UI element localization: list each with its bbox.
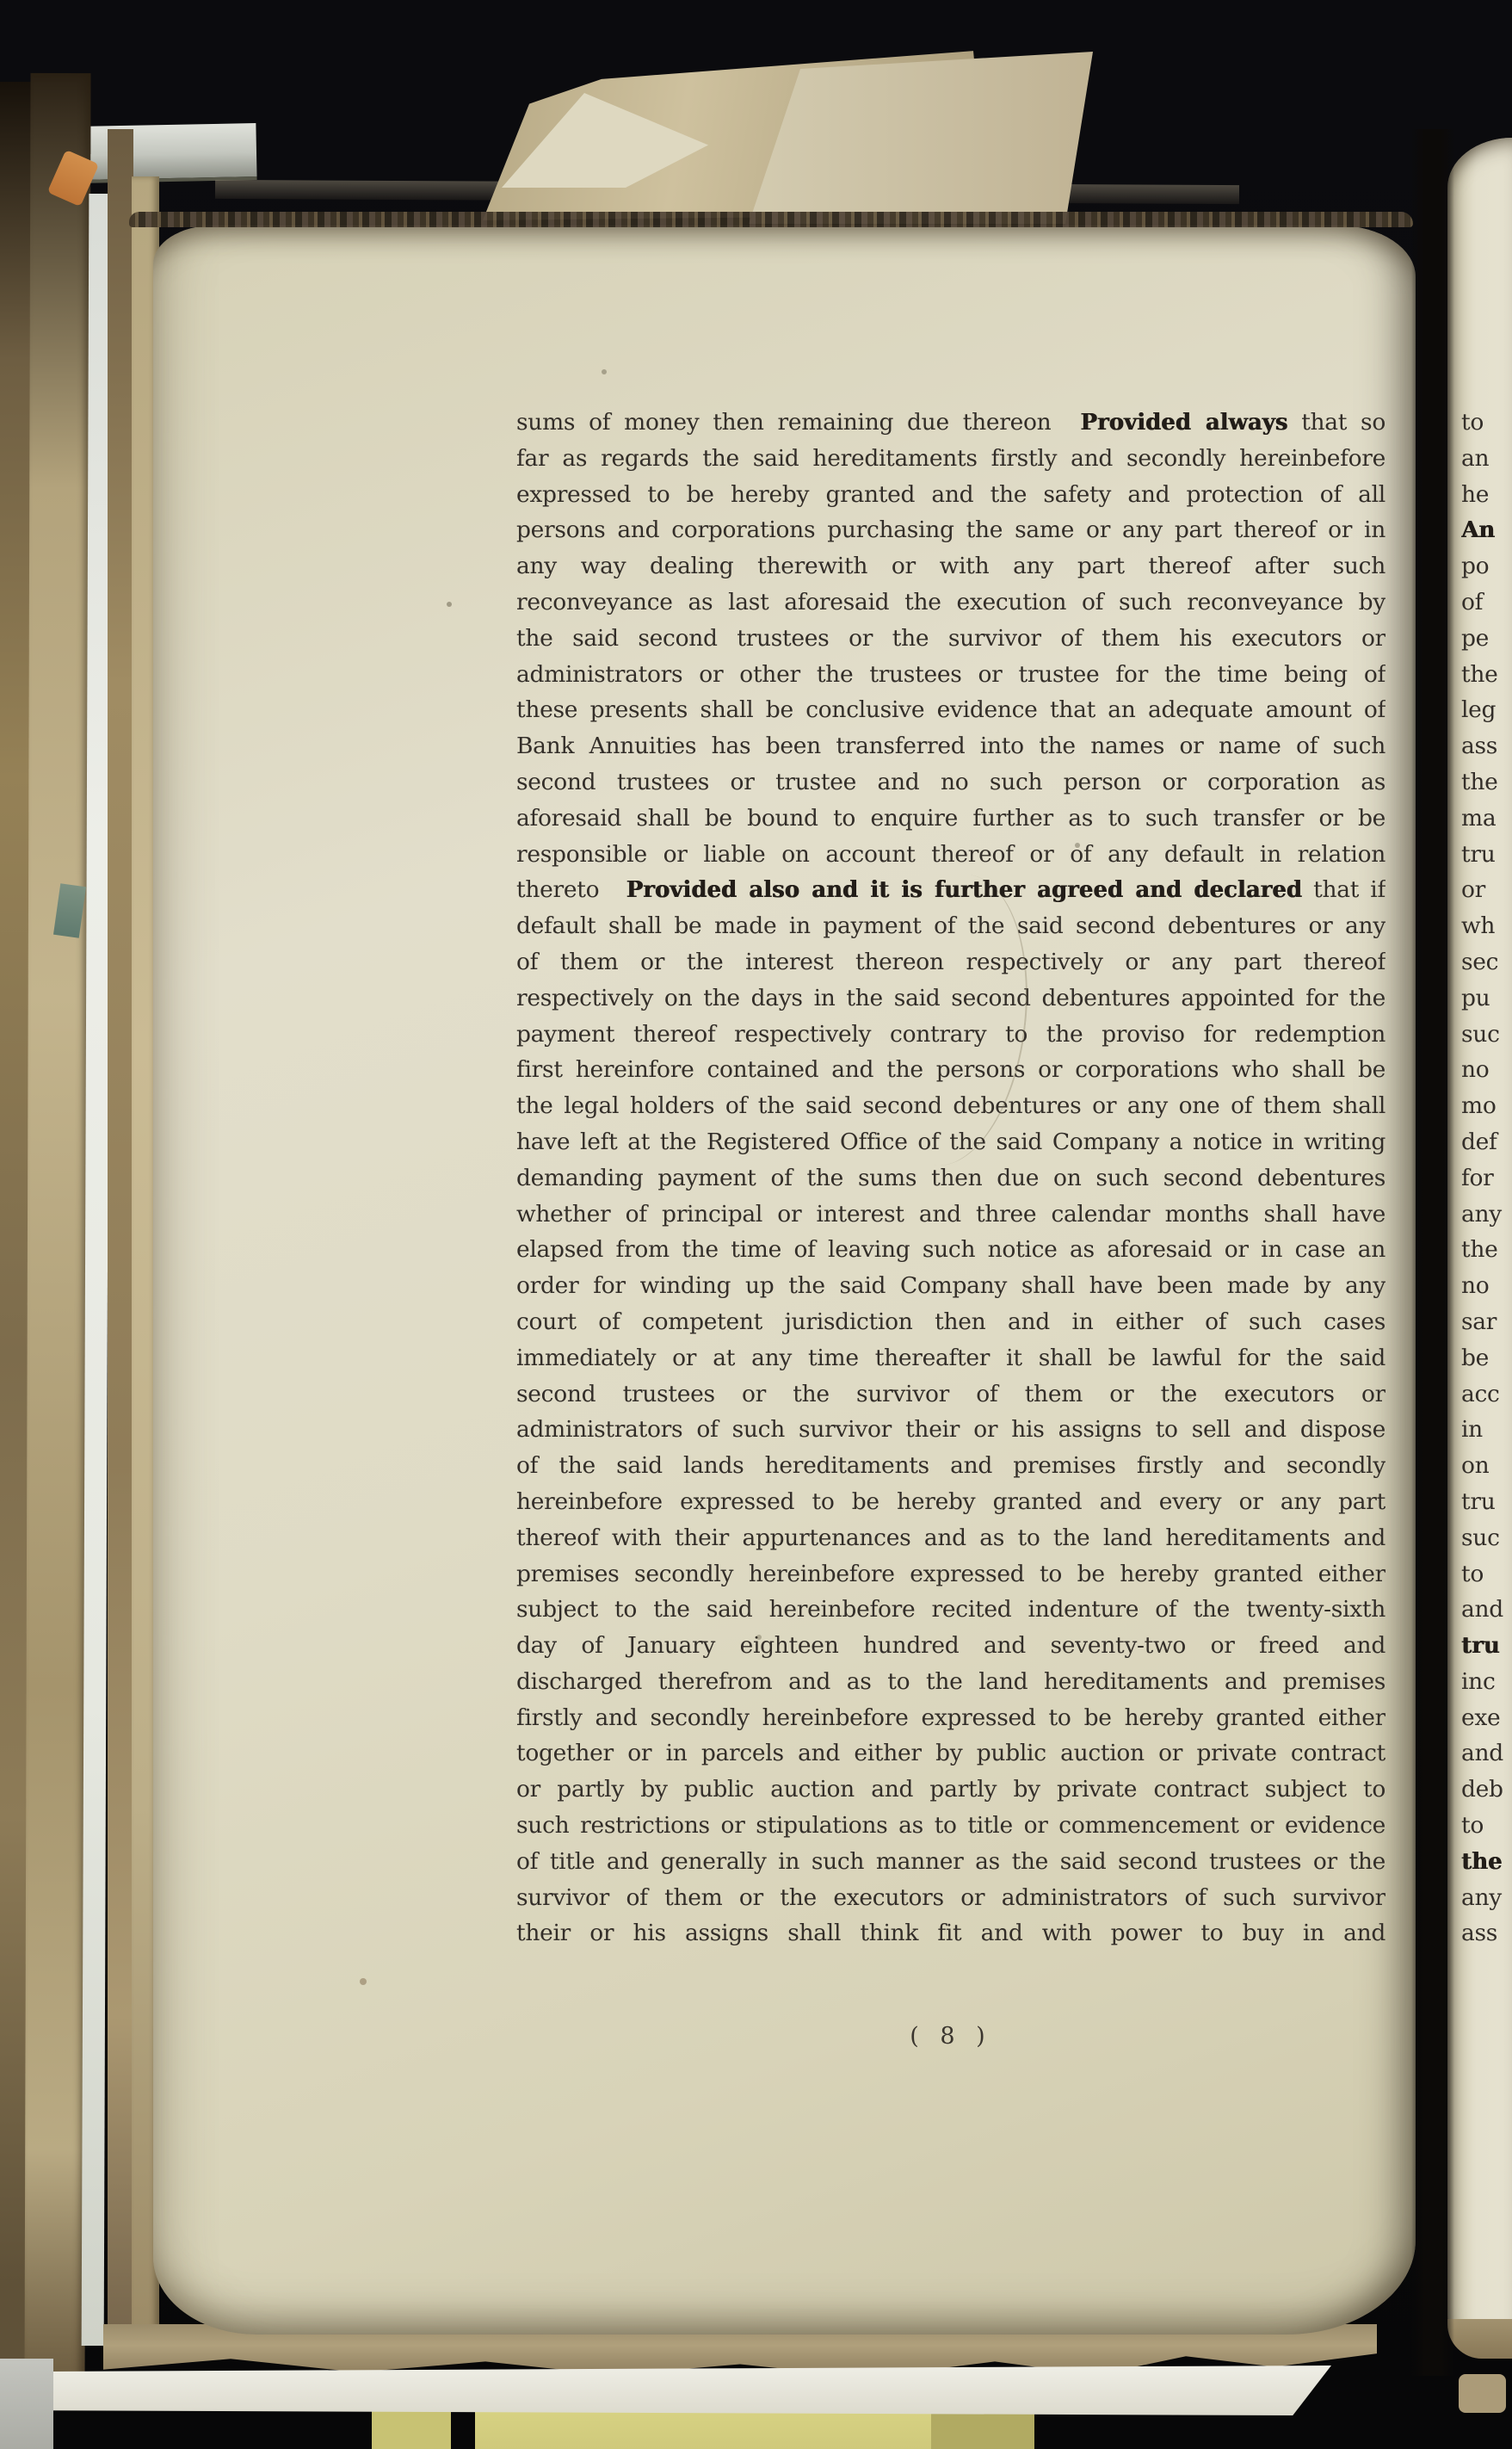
recto-text-fragment [1461, 1844, 1512, 1880]
text-line [516, 1412, 1385, 1448]
text-segment: no [1461, 1056, 1490, 1084]
text-line [516, 405, 1385, 441]
page-gutter-shadow [1411, 129, 1454, 2376]
text-segment: second trustees or trustee and no such person or corporation as [516, 768, 1385, 795]
blackletter-phrase: Provided always [1080, 410, 1288, 436]
text-segment: ass [1461, 1920, 1498, 1947]
paper-specks [0, 0, 3, 3]
recto-text-fragment [1461, 728, 1512, 764]
text-segment: no [1461, 1272, 1490, 1300]
text-segment: he [1461, 480, 1490, 508]
text-line [516, 1340, 1385, 1376]
text-segment: and [1461, 1740, 1503, 1767]
text-line [516, 1304, 1385, 1340]
text-line [516, 1772, 1385, 1808]
text-segment: whether of principal or interest and three calendar months shall have [516, 1200, 1385, 1228]
text-segment: demanding payment of the sums then due on such second debentures [516, 1164, 1385, 1191]
recto-text-fragment [1461, 1124, 1512, 1160]
recto-text-fragment [1461, 764, 1512, 801]
text-segment: to [1461, 409, 1484, 436]
text-segment: elapsed from the time of leaving such notice as aforesaid or in case an [516, 1236, 1385, 1264]
recto-text-fragment [1461, 1376, 1512, 1413]
text-line [516, 728, 1385, 764]
recto-text-fragment [1461, 1340, 1512, 1376]
text-segment: premises secondly hereinbefore expressed to be hereby granted either [516, 1560, 1385, 1587]
recto-text-fragment [1461, 1448, 1512, 1484]
text-line [516, 1592, 1385, 1628]
text-segment: or [1461, 876, 1486, 904]
recto-text-fragment [1461, 548, 1512, 584]
text-segment: payment thereof respectively contrary to the proviso for redemption [516, 1020, 1385, 1048]
text-segment: or partly by public auction and partly by private contract subject to [516, 1776, 1385, 1803]
text-segment: Bank Annuities has been transferred into the names or name of such [516, 733, 1385, 760]
text-segment: pu [1461, 984, 1490, 1011]
text-segment: an [1461, 444, 1490, 472]
text-segment: the legal holders of the said second debentures or any one of them shall [516, 1092, 1385, 1120]
recto-text-fragment [1461, 1052, 1512, 1088]
recto-text-fragment [1461, 1484, 1512, 1520]
recto-text-fragment [1461, 1017, 1512, 1053]
book-page-recto-sliver [1447, 138, 1512, 2359]
text-line [516, 1268, 1385, 1304]
text-segment: respectively on the days in the said second debentures appointed for the [516, 984, 1385, 1011]
text-segment: such restrictions or stipulations as to title or commencement or evidence [516, 1812, 1385, 1840]
recto-text-fragment [1461, 477, 1512, 513]
book-page-verso [153, 226, 1416, 2335]
text-segment: of [1461, 588, 1484, 615]
recto-text-fragment [1461, 1915, 1512, 1951]
text-segment: in [1461, 1416, 1483, 1444]
text-segment: of title and generally in such manner as the said second trustees or the [516, 1847, 1385, 1875]
text-segment: and [1461, 1596, 1503, 1623]
text-segment: ma [1461, 804, 1497, 832]
text-segment: to [1461, 1812, 1484, 1840]
recto-text-fragment [1461, 584, 1512, 621]
text-segment: po [1461, 553, 1490, 580]
text-segment: mo [1461, 1092, 1497, 1120]
recto-text-fragment [1461, 1088, 1512, 1124]
text-segment: default shall be made in payment of the said second debentures or any [516, 912, 1385, 940]
recto-text-fragment [1461, 1880, 1512, 1916]
text-segment: any way dealing therewith or with any part thereof after such [516, 553, 1385, 580]
text-segment: the [1461, 768, 1498, 795]
text-segment: the said second trustees or the survivor of them his executors or [516, 624, 1385, 652]
text-line [516, 1484, 1385, 1520]
recto-text-fragment [1461, 692, 1512, 728]
recto-text-fragment [1461, 1160, 1512, 1197]
recto-text-fragment [1461, 1268, 1512, 1304]
text-segment: suc [1461, 1020, 1500, 1048]
text-line [516, 837, 1385, 873]
text-segment: leg [1461, 696, 1497, 724]
recto-text-fragment [1461, 512, 1512, 548]
text-segment: have left at the Registered Office of the said Company a notice in writing [516, 1128, 1385, 1155]
text-segment: far as regards the said hereditaments firstly and secondly hereinbefore [516, 444, 1385, 472]
blackletter-phrase: Provided also and it is further agreed and declared [626, 877, 1302, 904]
recto-text-fragment [1461, 405, 1512, 441]
text-segment: their or his assigns shall think fit and with power to buy in and [516, 1920, 1385, 1947]
text-segment: sec [1461, 948, 1499, 975]
text-segment: responsible or liable on account thereof or of any default in relation [516, 840, 1385, 868]
text-segment: reconveyance as last aforesaid the execution of such reconveyance by [516, 588, 1385, 615]
text-segment: inc [1461, 1667, 1496, 1695]
recto-text-fragment [1461, 441, 1512, 477]
recto-text-fragment [1461, 1735, 1512, 1772]
text-segment: that so [1287, 409, 1385, 436]
recto-text-fragment [1461, 657, 1512, 693]
text-line [516, 621, 1385, 657]
recto-text-fragment [1461, 1197, 1512, 1233]
text-line [516, 1448, 1385, 1484]
recto-text-fragment [1461, 1412, 1512, 1448]
left-page-edge-layer [24, 73, 90, 2380]
text-line [516, 1197, 1385, 1233]
recto-bottom-edge [1447, 2319, 1512, 2359]
text-segment: sums of money then remaining due thereon [516, 409, 1065, 436]
recto-text-fragments [1461, 405, 1512, 1951]
text-line [516, 1844, 1385, 1880]
recto-text-fragment [1461, 1700, 1512, 1736]
recto-text-fragment [1461, 944, 1512, 980]
recto-text-fragment [1461, 908, 1512, 944]
text-segment: acc [1461, 1380, 1500, 1407]
recto-text-fragment [1461, 1556, 1512, 1592]
text-segment: subject to the said hereinbefore recited indenture of the twenty-sixth [516, 1596, 1385, 1623]
bottom-right-paper-fragment [1459, 2374, 1506, 2413]
recto-text-fragment [1461, 980, 1512, 1017]
text-segment: suc [1461, 1524, 1500, 1551]
page-block-top-edge [129, 212, 1413, 227]
text-line [516, 1700, 1385, 1736]
text-segment: be [1461, 1344, 1490, 1371]
text-segment: of them or the interest thereon respectively or any part thereof [516, 948, 1385, 975]
text-segment: survivor of them or the executors or administrators of such survivor [516, 1883, 1385, 1911]
text-segment: pe [1461, 624, 1490, 652]
text-segment: immediately or at any time thereafter it shall be lawful for the said [516, 1344, 1385, 1371]
text-segment: ass [1461, 733, 1498, 760]
recto-text-fragment [1461, 801, 1512, 837]
blackletter-phrase: An [1461, 517, 1496, 544]
text-line [516, 1160, 1385, 1197]
text-segment: thereof with their appurtenances and as to the land hereditaments and [516, 1524, 1385, 1551]
bottom-white-sheet-edge [47, 2366, 1331, 2415]
text-segment: firstly and secondly hereinbefore expressed to be hereby granted either [516, 1704, 1385, 1731]
loose-paper-fragment [749, 52, 1093, 224]
text-line [516, 1232, 1385, 1268]
text-line [516, 1915, 1385, 1951]
text-line [516, 548, 1385, 584]
text-segment: order for winding up the said Company shall have been made by any [516, 1272, 1385, 1300]
recto-text-fragment [1461, 837, 1512, 873]
text-line [516, 1808, 1385, 1844]
text-segment: second trustees or the survivor of them or the executors or [516, 1380, 1385, 1407]
text-segment: expressed to be hereby granted and the safety and protection of all [516, 480, 1385, 508]
blackletter-phrase: the [1461, 1848, 1503, 1875]
text-segment: administrators or other the trustees or trustee for the time being of [516, 660, 1385, 688]
recto-text-fragment [1461, 872, 1512, 908]
text-segment: court of competent jurisdiction then and in either of such cases [516, 1308, 1385, 1335]
text-line [516, 657, 1385, 693]
recto-text-fragment [1461, 1808, 1512, 1844]
text-segment: the [1461, 660, 1498, 688]
text-line [516, 441, 1385, 477]
text-segment: that if [1301, 876, 1385, 904]
text-line [516, 764, 1385, 801]
text-line [516, 512, 1385, 548]
text-segment: tru [1461, 840, 1496, 868]
text-segment: any [1461, 1200, 1502, 1228]
recto-text-fragment [1461, 1628, 1512, 1664]
text-segment: deb [1461, 1776, 1503, 1803]
page-text-block [516, 405, 1385, 1951]
text-segment: day of January eighteen hundred and seventy-two or freed and [516, 1632, 1385, 1660]
text-line [516, 692, 1385, 728]
text-segment: wh [1461, 912, 1496, 940]
recto-text-fragment [1461, 1592, 1512, 1628]
text-line [516, 1664, 1385, 1700]
left-page-edge-layer [108, 129, 133, 2350]
recto-text-fragment [1461, 1304, 1512, 1340]
text-segment: administrators of such survivor their or his assigns to sell and dispose [516, 1416, 1385, 1444]
yellow-paper-slip [931, 2409, 1034, 2449]
text-line [516, 801, 1385, 837]
text-segment: on [1461, 1452, 1490, 1480]
text-segment: thereto [516, 876, 611, 904]
text-segment: aforesaid shall be bound to enquire further as to such transfer or be [516, 804, 1385, 832]
text-line [516, 1735, 1385, 1772]
recto-text-fragment [1461, 1664, 1512, 1700]
text-segment: hereinbefore expressed to be hereby granted and every or any part [516, 1487, 1385, 1515]
text-segment: for [1461, 1164, 1494, 1191]
text-line [516, 1520, 1385, 1556]
text-line [516, 1556, 1385, 1592]
recto-text-fragment [1461, 621, 1512, 657]
recto-text-fragment [1461, 1232, 1512, 1268]
text-segment: tru [1461, 1487, 1496, 1515]
text-segment: the [1461, 1236, 1498, 1264]
text-line [516, 584, 1385, 621]
recto-text-fragment [1461, 1520, 1512, 1556]
text-line [516, 1628, 1385, 1664]
blackletter-phrase: tru [1461, 1633, 1500, 1660]
text-segment: persons and corporations purchasing the same or any part thereof or in [516, 516, 1385, 544]
text-line [516, 477, 1385, 513]
page-number: ( 8 ) [910, 2023, 992, 2050]
text-segment: to [1461, 1560, 1484, 1587]
text-line [516, 1880, 1385, 1916]
text-segment: together or in parcels and either by public auction or private contract [516, 1740, 1385, 1767]
text-segment: discharged therefrom and as to the land hereditaments and premises [516, 1667, 1385, 1695]
text-segment: sar [1461, 1308, 1497, 1335]
text-segment: these presents shall be conclusive evidence that an adequate amount of [516, 696, 1385, 724]
text-line [516, 1376, 1385, 1413]
text-segment: exe [1461, 1704, 1501, 1731]
bottom-left-gray-patch [0, 2359, 53, 2449]
text-segment: any [1461, 1883, 1502, 1911]
recto-text-fragment [1461, 1772, 1512, 1808]
text-segment: first hereinfore contained and the persons or corporations who shall be [516, 1056, 1385, 1084]
text-segment: of the said lands hereditaments and premises firstly and secondly [516, 1452, 1385, 1480]
text-segment: def [1461, 1128, 1497, 1155]
